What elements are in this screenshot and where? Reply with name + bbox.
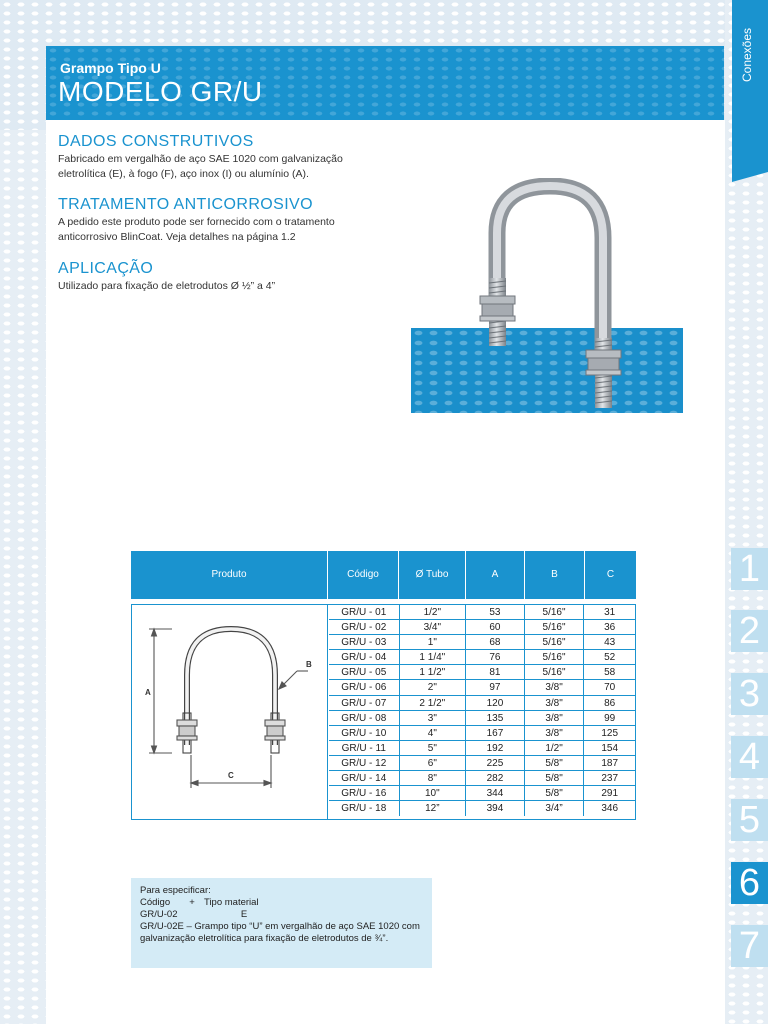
td-codigo: GR/U - 06 — [329, 680, 400, 694]
td-b: 3/8" — [525, 680, 585, 694]
td-codigo: GR/U - 04 — [329, 650, 400, 664]
chapter-tab-5[interactable]: 5 — [731, 799, 768, 841]
th-codigo: Código — [328, 551, 399, 599]
table-row — [329, 756, 635, 771]
td-a: 120 — [466, 696, 525, 710]
td-codigo: GR/U - 11 — [329, 741, 400, 755]
td-c: 237 — [601, 773, 619, 785]
th-tubo: Ø Tubo — [399, 551, 466, 599]
td-c: 99 — [604, 712, 616, 724]
spec-title: Para especificar: — [140, 885, 211, 896]
chapter-tab-2[interactable]: 2 — [731, 610, 768, 652]
table-row — [329, 771, 635, 786]
td-codigo: GR/U - 03 — [329, 635, 400, 649]
section-tab-label: Conexões — [740, 27, 754, 82]
td-b: 3/4” — [525, 801, 585, 816]
td-b: 5/16" — [525, 620, 585, 634]
td-b: 5/16" — [525, 650, 585, 664]
table-row — [329, 786, 635, 801]
td-c: 43 — [604, 637, 616, 649]
td-c: 291 — [601, 788, 619, 800]
td-codigo: GR/U - 07 — [329, 696, 400, 710]
th-c: C — [606, 569, 615, 580]
td-tubo: 4" — [400, 726, 467, 740]
td-c: 31 — [604, 607, 616, 618]
td-tubo: 2 1/2" — [400, 696, 467, 710]
chapter-tab-3[interactable]: 3 — [731, 673, 768, 715]
table-row — [329, 711, 635, 726]
table-row — [329, 726, 635, 741]
td-codigo: GR/U - 08 — [329, 711, 400, 725]
th-b: B — [525, 551, 585, 599]
section-tab-notch — [732, 172, 768, 182]
table-row — [329, 665, 635, 680]
product-table — [131, 551, 636, 821]
td-codigo: GR/U - 12 — [329, 756, 400, 770]
td-b: 5/8" — [525, 771, 585, 785]
td-codigo: GR/U - 16 — [329, 786, 400, 800]
dimension-diagram-cell — [132, 605, 328, 819]
spec-box — [131, 878, 432, 968]
td-tubo: 3" — [400, 711, 467, 725]
td-b: 5/8" — [525, 786, 585, 800]
chapter-tab-6-active[interactable]: 6 — [731, 862, 768, 904]
td-tubo: 8" — [400, 771, 467, 785]
td-c: 52 — [604, 652, 616, 664]
table-row — [329, 801, 635, 816]
label-b: B — [306, 660, 312, 669]
td-a: 344 — [466, 786, 525, 800]
td-c: 187 — [601, 757, 619, 769]
right-thread — [586, 338, 621, 408]
td-codigo: GR/U - 10 — [329, 726, 400, 740]
background-pattern-left — [0, 130, 46, 1024]
td-tubo: 5" — [400, 741, 467, 755]
chapter-tab-4[interactable]: 4 — [731, 736, 768, 778]
td-a: 282 — [466, 771, 525, 785]
section-heading-dados: DADOS CONSTRUTIVOS — [58, 133, 254, 150]
td-tubo: 1 1/4" — [400, 650, 467, 664]
label-a: A — [145, 688, 151, 697]
td-a: 394 — [466, 801, 525, 816]
section-heading-tratamento: TRATAMENTO ANTICORROSIVO — [58, 196, 313, 213]
td-c: 36 — [604, 622, 616, 634]
spec-plus: + — [189, 897, 195, 908]
spec-description: GR/U-02E – Grampo tipo “U” em vergalhão de aço SAE 1020 com galvanização eletrolítica para fixação de eletrodutos de ¾”. — [140, 921, 420, 944]
section-text-aplicacao: Utilizado para fixação de eletrodutos Ø ½” a 4” — [58, 280, 276, 292]
table-body — [131, 604, 636, 820]
td-tubo: 3/4" — [400, 620, 467, 634]
td-tubo: 6" — [400, 756, 467, 770]
td-a: 192 — [466, 741, 525, 755]
chapter-tab-7[interactable]: 7 — [731, 925, 768, 967]
td-codigo: GR/U - 18 — [329, 801, 400, 816]
section-heading-aplicacao: APLICAÇÃO — [58, 260, 154, 277]
u-clamp-photo — [455, 178, 635, 418]
td-a: 225 — [466, 756, 525, 770]
table-row — [329, 680, 635, 695]
td-c: 154 — [601, 742, 619, 754]
table-row — [329, 605, 635, 620]
table-row — [329, 741, 635, 756]
spec-example-code: GR/U-02 — [140, 909, 178, 920]
td-a: 81 — [466, 665, 525, 679]
table-header — [131, 551, 636, 599]
th-produto: Produto — [131, 551, 328, 599]
td-b: 3/8" — [525, 711, 585, 725]
td-tubo: 1 1/2" — [400, 665, 467, 679]
td-c: 125 — [601, 727, 619, 739]
td-a: 97 — [466, 680, 525, 694]
table-row — [329, 650, 635, 665]
td-a: 76 — [466, 650, 525, 664]
td-b: 5/16" — [525, 665, 585, 679]
td-a: 135 — [466, 711, 525, 725]
td-b: 3/8" — [525, 726, 585, 740]
td-b: 5/16" — [525, 635, 585, 649]
td-a: 60 — [466, 620, 525, 634]
td-a: 167 — [466, 726, 525, 740]
table-rows — [329, 605, 635, 816]
td-c: 86 — [604, 697, 616, 709]
td-c: 346 — [601, 803, 619, 815]
td-tubo: 1" — [400, 635, 467, 649]
left-thread — [480, 278, 515, 346]
td-tubo: 2" — [400, 680, 467, 694]
td-codigo: GR/U - 05 — [329, 665, 400, 679]
td-codigo: GR/U - 01 — [329, 605, 400, 619]
td-codigo: GR/U - 14 — [329, 771, 400, 785]
td-tubo: 12” — [400, 801, 467, 816]
spec-label-code: Código — [140, 897, 171, 908]
th-a: A — [466, 551, 525, 599]
page-title: MODELO GR/U — [58, 76, 263, 107]
section-text-dados: Fabricado em vergalhão de aço SAE 1020 com galvanização eletrolítica (E), à fogo (F), aço inox (I) ou alumínio (A). — [58, 153, 343, 180]
td-b: 3/8" — [525, 696, 585, 710]
td-tubo: 1/2" — [400, 605, 467, 619]
label-c: C — [228, 771, 234, 780]
td-c: 58 — [604, 667, 616, 679]
td-b: 5/16" — [525, 605, 585, 619]
u-clamp-dimension-drawing — [132, 605, 328, 819]
table-row — [329, 696, 635, 711]
td-tubo: 10" — [400, 786, 467, 800]
header-subtitle: Grampo Tipo U — [60, 60, 161, 76]
table-row — [329, 620, 635, 635]
td-b: 1/2" — [525, 741, 585, 755]
header-bar — [46, 46, 724, 120]
td-c: 70 — [604, 682, 616, 694]
td-b: 5/8" — [525, 756, 585, 770]
spec-label-material: Tipo material — [204, 897, 259, 908]
td-a: 53 — [466, 605, 525, 619]
table-row — [329, 635, 635, 650]
chapter-tab-1[interactable]: 1 — [731, 548, 768, 590]
td-codigo: GR/U - 02 — [329, 620, 400, 634]
td-a: 68 — [466, 635, 525, 649]
spec-example-material: E — [240, 909, 248, 920]
section-text-tratamento: A pedido este produto pode ser fornecido com o tratamento anticorrosivo BlinCoat. Veja detalhes na página 1.2 — [58, 216, 335, 243]
spec-legend — [140, 897, 423, 909]
spec-example — [140, 909, 423, 921]
